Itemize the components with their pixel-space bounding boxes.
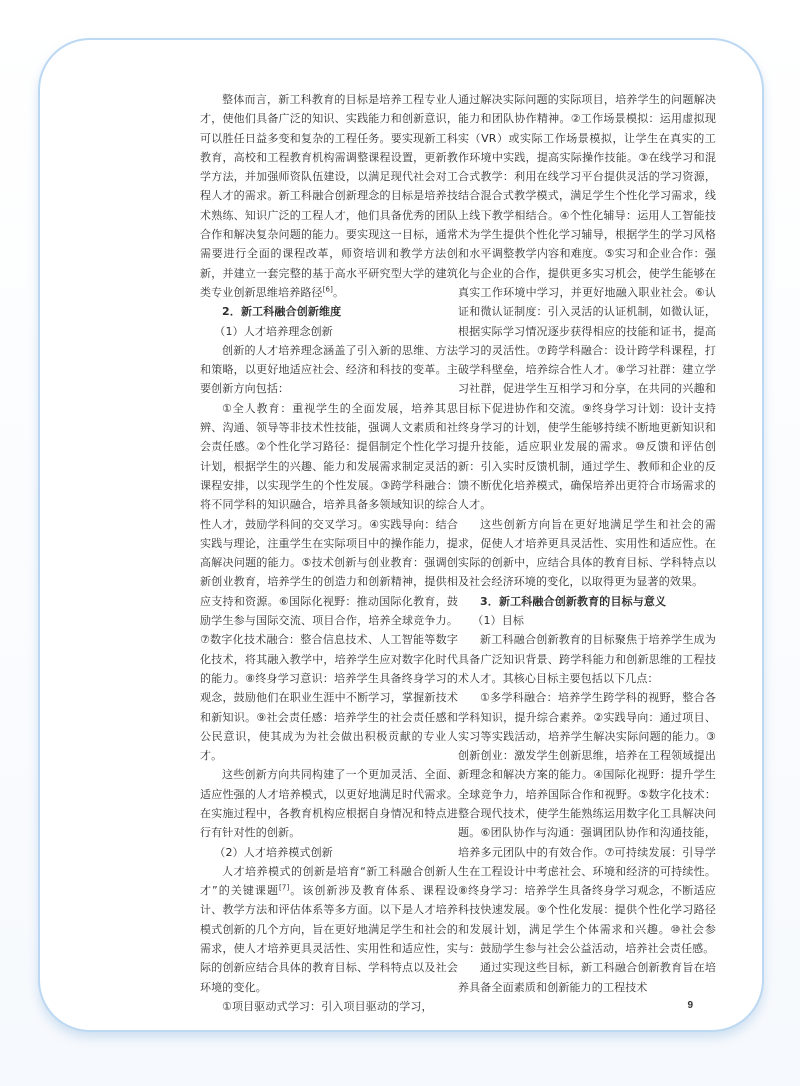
subsection-heading: （2）人才培养模式创新: [214, 845, 333, 859]
paragraph: ①多学科融合：培养学生跨学科的视野，整合各学科知识，提升综合素养。②实践导向：通过项目、实习等实践活动，培养学生解决实际问题的能力。③创新创业：激发学生创新思维，培养在工程领域提出新理念和解决方案的能力。④国际化视野：提升学生全球竞争力，培养国际合作和视野。⑤数字化技术：整合现代技术，使学生能熟练运用数字化工具解决问题。⑥团队协作与沟通：强调团队协作和沟通技能，培养多元团队中的有效合作。⑦可持续发展：引导学生在工程设计中考虑社会、环境和经济的可持续性。⑧终身学习：培养学生具备终身学习观念，不断适应科技快速发展。⑨个性化发展：提供个性化学习路径和发展计划，满足学生个体需求和兴趣。⑩社会参与：鼓励学生参与社会公益活动，培养社会责任感。: [458, 691, 716, 956]
paragraph: 通过解决实际问题的实际项目，培养学生的问题解决能力和团队协作精神。②工作场景模拟：运用虚拟现实（VR）或实际工作场景模拟，让学生在真实的工作环境中实践，提高实际操作技能。③在线学习和混合式教学：利用在线学习平台提供灵活的学习资源，结合混合式教学模式，满足学生个性化学习需求，线上线下教学相结合。④个性化辅导：运用人工智能技术为学生提供个性化学习辅导，根据学生的学习风格和水平调整教学内容和难度。⑤实习和企业合作：强化与企业的合作，提供更多实习机会，使学生能够在真实工作环境中学习，并更好地融入职业社会。⑥认证和微认证制度：引入灵活的认证机制，如微认证，根据实际学习情况逐步获得相应的技能和证书，提高学习的灵活性。⑦跨学科融合：设计跨学科课程，打破学科壁垒，培养综合性人才。⑧学习社群：建立学习社群，促进学生互相学习和分享，在共同的兴趣和目标下促进协作和交流。⑨终身学习计划：设计支持终身学习的计划，使学生能够持续不断地更新知识和提升技能，适应职业发展的需求。⑩反馈和评估创新：引入实时反馈机制，通过学生、教师和企业的反馈不断优化培养模式，确保培养出更符合市场需求的人才。: [458, 93, 716, 512]
subsection-heading: （1）目标: [472, 614, 525, 628]
citation: [7]: [279, 883, 290, 892]
section-heading: 3．新工科融合创新教育的目标与意义: [480, 594, 667, 608]
paragraph: 这些创新方向共同构建了一个更加灵活、全面、适应性强的人才培养模式，以更好地满足时代需求。在实施过程中，各教育机构应根据自身情况和特点进行有针对性的创新。: [200, 768, 458, 840]
paragraph: 这些创新方向旨在更好地满足学生和社会的需求，促使人才培养更具灵活性、实用性和适应性。在实际的创新中，应结合具体的教育目标、学科特点以及社会经济环境的变化，以取得更为显著的效果。: [458, 517, 716, 589]
subsection-heading: （1）人才培养理念创新: [214, 324, 333, 338]
paragraph: 创新的人才培养理念涵盖了引入新的思维、方法和策略，以更好地适应社会、经济和科技的变革。主要创新方向包括：: [200, 343, 458, 396]
paragraph: 通过实现这些目标，新工科融合创新教育旨在培养具备全面素质和创新能力的工程技术: [458, 961, 716, 994]
paragraph: 整体而言，新工科教育的目标是培养工程专业人才，使他们具备广泛的知识、实践能力和创新意识，可以胜任日益多变和复杂的工程任务。要实现新工科教育，高校和工程教育机构需调整课程设置，更新教学方法，并加强师资队伍建设，以满足现代社会对工程人才的需求。新工科融合创新理念的目标是培养技术熟练、知识广泛的工程人才，他们具备优秀的团队合作和解决复杂问题的能力。要实现这一目标，通常需要进行全面的课程改革，师资培训和教学方法创新，并建立一套完整的基于高水平研究型大学的建筑类专业创新思维培养路径[6]。: [200, 93, 458, 299]
right-column: [458, 90, 716, 997]
paragraph: ①项目驱动式学习：引入项目驱动的学习，: [222, 999, 433, 1013]
left-column: [200, 90, 458, 1016]
paragraph: 新工科融合创新教育的目标聚焦于培养学生成为具备广泛知识背景、跨学科能力和创新思维的工程技术人才。其核心目标主要包括以下几点：: [458, 633, 716, 685]
paragraph: ①全人教育：重视学生的全面发展，培养其思辨、沟通、领导等非技术性技能，强调人文素质和社会责任感。②个性化学习路径：提倡制定个性化学习计划，根据学生的兴趣、能力和发展需求制定灵活的课程安排，以实现学生的个性发展。③跨学科融合：将不同学科的知识融合，培养具备多领域知识的综合性人才，鼓励学科间的交叉学习。④实践导向：结合实践与理论，注重学生在实际项目中的操作能力，提高解决问题的能力。⑤技术创新与创业教育：强调创新创业教育，培养学生的创造力和创新精神，提供相应支持和资源。⑥国际化视野：推动国际化教育，鼓励学生参与国际交流、项目合作，培养全球竞争力。⑦数字化技术融合：整合信息技术、人工智能等数字化技术，将其融入教学中，培养学生应对数字化时代的能力。⑧终身学习意识：培养学生具备终身学习的观念，鼓励他们在职业生涯中不断学习，掌握新技术和新知识。⑨社会责任感：培养学生的社会责任感和公民意识，使其成为为社会做出积极贡献的专业人才。: [200, 401, 458, 763]
citation: [6]: [322, 285, 334, 294]
page-number: 9: [687, 1000, 693, 1011]
paragraph: 人才培养模式的创新是培育“新工科融合创新人才”的关键课题[7]。该创新涉及教育体系、课程设计、教学方法和评估体系等多方面。以下是人才培养模式创新的几个方向，旨在更好地满足学生和社会的需求，使人才培养更具灵活性、实用性和适应性，实际的创新应结合具体的教育目标、学科特点以及社会环境的变化。: [200, 864, 458, 994]
section-heading: 2．新工科融合创新维度: [222, 305, 342, 319]
